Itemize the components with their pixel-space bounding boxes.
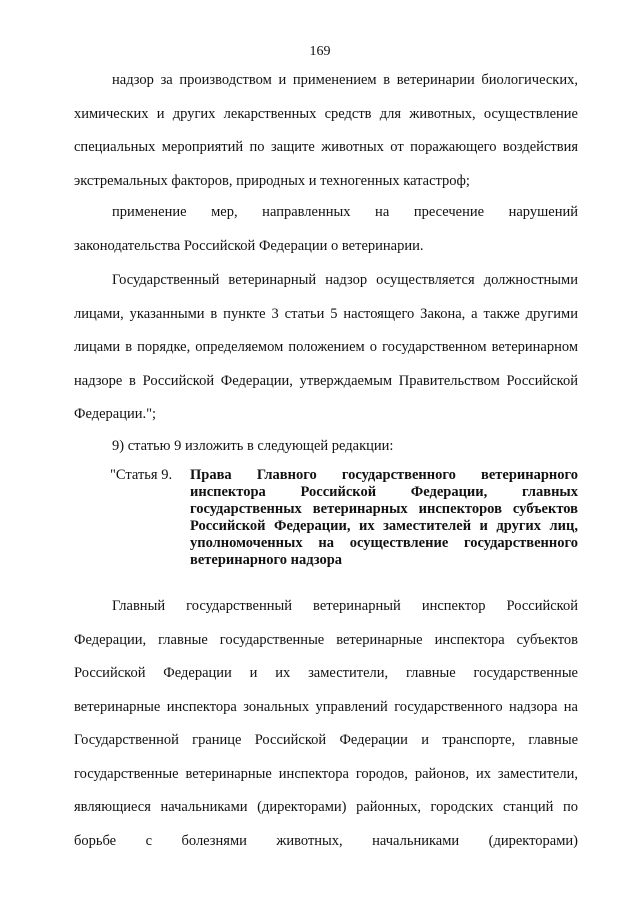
paragraph-2: применение мер, направленных на пресечение нарушений законодательства Российской Федерации о ветеринарии. xyxy=(74,204,578,254)
paragraph-1: надзор за производством и применением в ветеринарии биологических, химических и других лекарственных средств для животных, осуществление специальных мероприятий по защите животных от поражающего воздействия экстремальных факторов, природных и техногенных катастроф; xyxy=(74,72,578,189)
paragraph-article-9-amendment xyxy=(74,430,578,464)
paragraph-chief-inspectors xyxy=(74,590,578,858)
paragraph-state-supervision xyxy=(74,264,578,432)
article-title: Права Главного государственного ветеринарного инспектора Российской Федерации, главных государственных ветеринарных инспекторов субъектов Российской Федерации, их заместителей и других лиц, уполномоченных на осуществление государственного ветеринарного надзора xyxy=(190,467,578,568)
paragraph-5: Главный государственный ветеринарный инспектор Российской Федерации, главные государственные ветеринарные инспектора субъектов Российской Федерации и их заместители, главные государственные ветеринарные инспектора зональных управлений государственного надзора на Государственной границе Российской Федерации и транспорте, главные государственные ветеринарные инспектора городов, районов, их заместители, являющиеся начальниками (директорами) районных, городских станций по борьбе с болезнями животных, начальниками (директорами) xyxy=(74,598,578,849)
paragraph-supervision-list xyxy=(74,64,578,198)
paragraph-measures xyxy=(74,196,578,263)
article-heading xyxy=(110,467,578,569)
page-number: 169 xyxy=(309,44,331,59)
paragraph-3: Государственный ветеринарный надзор осуществляется должностными лицами, указанными в пункте 3 статьи 5 настоящего Закона, а также другими лицами в порядке, определяемом положением о государственном ветеринарном надзоре в Российской Федерации, утверждаемым Правительством Российской Федерации."; xyxy=(74,272,578,422)
article-label: "Статья 9. xyxy=(110,467,173,483)
paragraph-4: 9) статью 9 изложить в следующей редакции: xyxy=(112,438,394,454)
